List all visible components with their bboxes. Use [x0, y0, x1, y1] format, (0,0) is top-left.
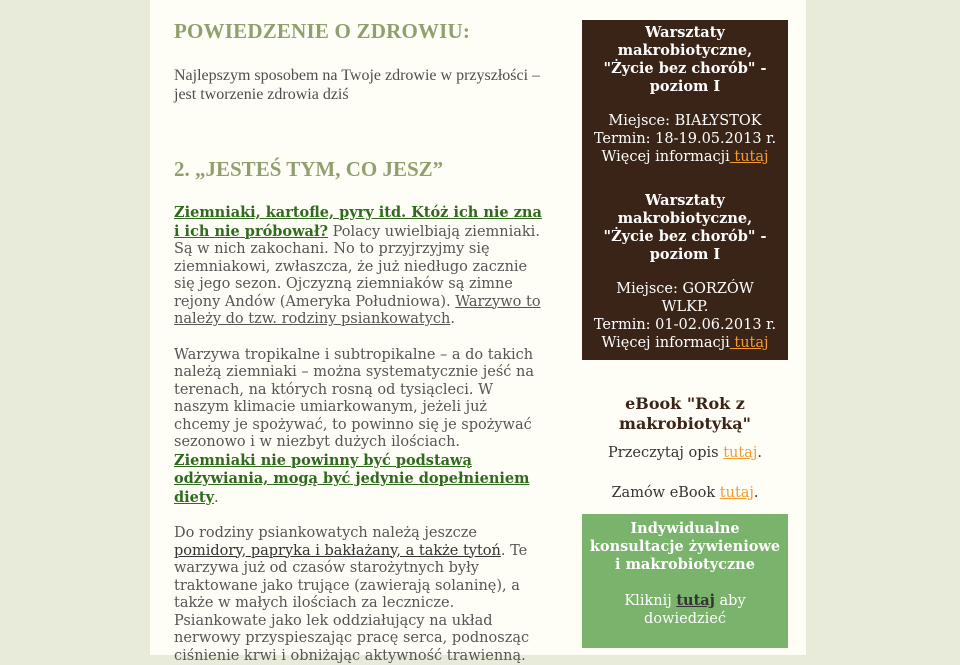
psiankowate-link[interactable]: Warzywo to należy do tzw. rodziny psiankowatych — [174, 293, 541, 327]
cta-text: Kliknij — [624, 593, 677, 609]
paragraph-potatoes — [174, 204, 546, 329]
period: . — [450, 311, 456, 327]
workshop-title: Warsztaty makrobiotyczne, "Życie bez chorób" - poziom I — [603, 24, 767, 95]
workshop-more — [592, 334, 778, 352]
paragraph-nightshade — [174, 525, 546, 665]
lead-text: Ziemniaki, kartofle, pyry itd. Któż ich nie zna i ich nie próbował? — [174, 204, 542, 240]
workshop-date: Termin: 01-02.06.2013 r. — [593, 317, 777, 333]
section-title: 2. „JESTEŚ TYM, CO JESZ” — [174, 157, 444, 181]
workshop-date: Termin: 18-19.05.2013 r. — [593, 131, 777, 147]
health-quote: Najlepszym sposobem na Twoje zdrowie w przyszłości – jest tworzenie zdrowia dziś — [174, 67, 541, 103]
workshop-card-bialystok — [582, 20, 788, 174]
paragraph-tropical — [174, 347, 546, 508]
more-info-label: Więcej informacji — [601, 149, 730, 165]
ebook-read — [582, 444, 788, 462]
ebook-order-label: Zamów eBook — [611, 485, 720, 501]
main-column — [174, 18, 546, 665]
consultation-card — [582, 514, 788, 648]
workshop-title: Warsztaty makrobiotyczne, "Życie bez chorób" - poziom I — [603, 192, 767, 263]
paragraph-text: . Te warzywa już od czasów starożytnych były traktowane jako trujące (zawierają solaninę), a także w małych ilościach za lecznicze. Psiankowate jako lek oddziałujący na układ nerwowy przyspieszając pracę serca, podnosząc ciśnienie krwi i obniżając aktywność trawienną. — [174, 542, 530, 664]
ebook-title: eBook "Rok z makrobiotyką" — [619, 394, 751, 433]
period: . — [214, 489, 219, 506]
cta-text: aby dowiedzieć — [644, 593, 746, 627]
consultation-cta — [588, 592, 782, 628]
workshop-more — [592, 148, 778, 166]
more-info-label: Więcej informacji — [601, 335, 730, 351]
ebook-order-link[interactable]: tutaj — [719, 485, 754, 501]
vegetables-link[interactable]: pomidory, papryka i bakłażany, a także tytoń — [174, 542, 501, 559]
page-title: POWIEDZENIE O ZDROWIU: — [174, 19, 471, 43]
sidebar — [582, 20, 788, 648]
ebook-read-label: Przeczytaj opis — [608, 445, 724, 461]
ebook-read-link[interactable]: tutaj — [723, 445, 758, 461]
workshop-more-link[interactable]: tutaj — [729, 149, 769, 165]
workshop-more-link[interactable]: tutaj — [729, 335, 769, 351]
paragraph-text: Polacy uwielbiają ziemniaki. Są w nich zakochani. No to przyjrzyjmy się ziemniakowi, zwłaszcza, że już niedługo zacznie się jego sezon. Ojczyzną ziemniaków są zimne rejony Andów (Ameryka Południowa). — [174, 223, 540, 310]
consultation-link[interactable]: tutaj — [676, 592, 715, 609]
consultation-title: Indywidualne konsultacje żywieniowe i makrobiotyczne — [589, 520, 781, 573]
ebook-box — [582, 394, 788, 502]
ebook-order — [582, 484, 788, 502]
paragraph-text: Do rodziny psiankowatych należą jeszcze — [174, 525, 477, 541]
workshop-card-gorzow — [582, 174, 788, 360]
workshop-place: Miejsce: BIAŁYSTOK — [608, 113, 762, 129]
paragraph-text: Warzywa tropikalne i subtropikalne – a do takich należą ziemniaki – można systematycznie jeść na terenach, na których rosną od tysiącleci. W naszym klimacie umiarkowanym, jeżeli już chcemy je spożywać, to powinno się je spożywać sezonowo i w niezbyt dużych ilościach. — [174, 346, 534, 450]
page-content — [150, 0, 806, 664]
period: . — [757, 445, 762, 461]
period: . — [753, 485, 759, 501]
workshop-place: Miejsce: GORZÓW WLKP. — [616, 281, 754, 315]
diet-link[interactable]: Ziemniaki nie powinny być podstawą odżywiania, mogą być jedynie dopełnieniem diety — [174, 451, 530, 506]
